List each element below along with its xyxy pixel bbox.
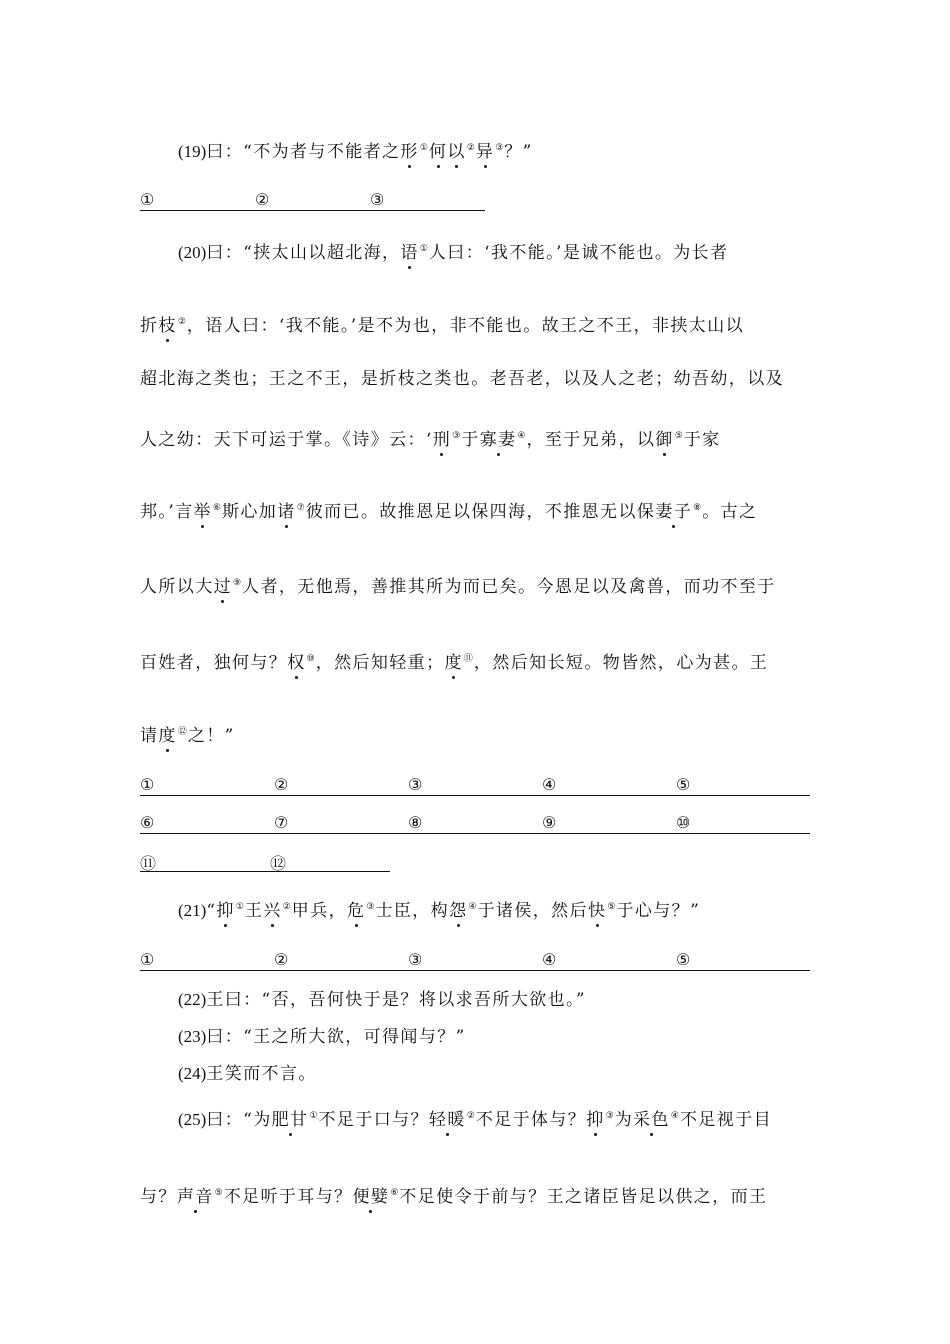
question-21: (21)“抑①王兴②甲兵，危③士臣，构怨④于诸侯，然后快⑤于心与？” <box>178 896 810 921</box>
answer-blank[interactable]: ⑫ <box>270 851 390 872</box>
answer-blank[interactable]: ① <box>140 190 255 211</box>
question-23: (23)曰：“王之所大欲，可得闻与？” <box>178 1027 466 1047</box>
answer-blank[interactable]: ① <box>140 775 274 796</box>
question-24: (24)王笑而不言。 <box>178 1064 317 1084</box>
question-20-line-3: 超北海之类也；王之不王，是折枝之类也。老吾老，以及人之老；幼吾幼，以及 <box>140 369 784 389</box>
answer-blank[interactable]: ⑥ <box>140 813 274 834</box>
answer-blank[interactable]: ② <box>274 775 408 796</box>
question-20-line-6: 人所以大过⑨人者，无他焉，善推其所为而已矣。今恩足以及禽兽，而功不至于 <box>140 572 810 597</box>
answer-row-20b <box>140 813 810 833</box>
answer-blank[interactable]: ① <box>140 950 274 971</box>
question-20-line-4: 人之幼：天下可运于掌。《诗》云：‘刑③于寡妻④，至于兄弟，以御⑤于家 <box>140 425 810 450</box>
answer-blank[interactable]: ③ <box>408 950 542 971</box>
answer-blank[interactable]: ② <box>255 190 370 211</box>
answer-blank[interactable]: ③ <box>370 190 485 211</box>
answer-blank[interactable]: ⑩ <box>676 813 810 834</box>
answer-blank[interactable]: ⑪ <box>140 851 270 872</box>
question-25-line-1: (25)曰：“为肥甘①不足于口与？轻暖②不足于体与？抑③为采色④不足视于目 <box>178 1105 810 1130</box>
question-20-line-1: (20)曰：“挟太山以超北海，语①人曰：‘我不能。’是诚不能也。为长者 <box>178 238 810 263</box>
answer-blank[interactable]: ④ <box>542 775 676 796</box>
question-20-line-7: 百姓者，独何与？权⑩，然后知轻重；度⑪，然后知长短。物皆然，心为甚。王 <box>140 648 810 673</box>
answer-row-20c <box>140 851 390 871</box>
answer-blank[interactable]: ⑦ <box>274 813 408 834</box>
answer-blank[interactable]: ⑨ <box>542 813 676 834</box>
question-20-line-8: 请度⑫之！” <box>140 721 810 746</box>
question-25-line-2: 与？声音⑤不足听于耳与？便嬖⑥不足使令于前与？王之诸臣皆足以供之，而王 <box>140 1182 810 1207</box>
answer-row-20a <box>140 775 810 795</box>
answer-row-21 <box>140 950 810 970</box>
answer-row-19 <box>140 190 485 210</box>
answer-blank[interactable]: ③ <box>408 775 542 796</box>
answer-blank[interactable]: ⑤ <box>676 775 810 796</box>
question-20-line-2: 折枝②，语人曰：‘我不能。’是不为也，非不能也。故王之不王，非挟太山以 <box>140 311 810 336</box>
question-22: (22)王曰：“否，吾何快于是？将以求吾所大欲也。” <box>178 990 587 1010</box>
answer-blank[interactable]: ④ <box>542 950 676 971</box>
answer-blank[interactable]: ⑤ <box>676 950 810 971</box>
answer-blank[interactable]: ⑧ <box>408 813 542 834</box>
question-20-line-5: 邦。’言举⑥斯心加诸⑦彼而已。故推恩足以保四海，不推恩无以保妻子⑧。古之 <box>140 497 810 522</box>
answer-blank[interactable]: ② <box>274 950 408 971</box>
question-19: (19)曰：“不为者与不能者之形①何以②异③？” <box>178 137 810 162</box>
